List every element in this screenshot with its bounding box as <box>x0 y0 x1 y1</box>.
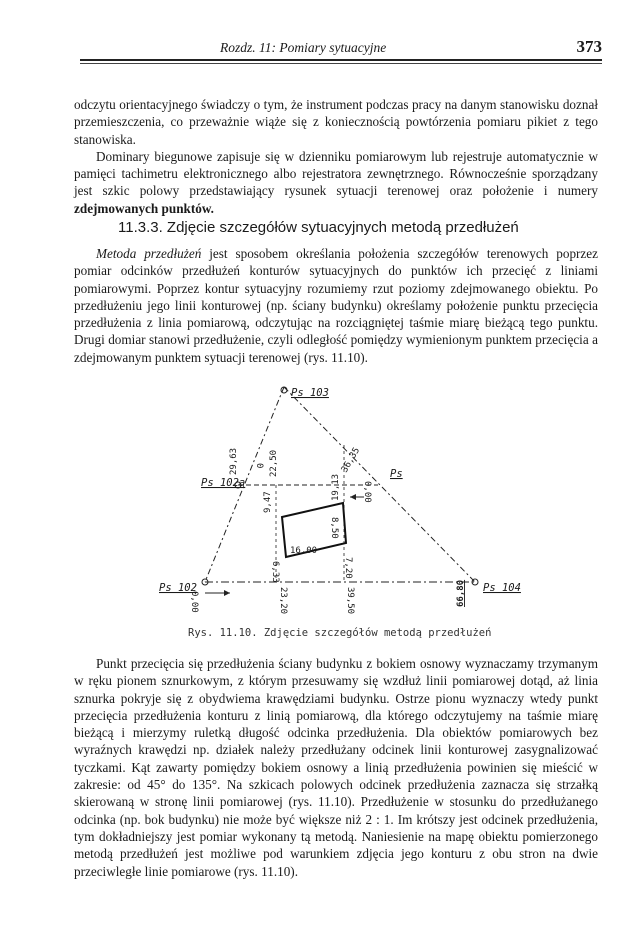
paragraph <box>74 245 598 366</box>
value-36-35: 36,35 <box>339 446 363 475</box>
paragraph <box>74 148 598 217</box>
paragraph-text: Dominary biegunowe zapisuje się w dzienniku pomiarowym lub rejestruje automatycznie w pamięci tachimetru elektronicznego albo rejestratora zewnętrznego. Równocześnie sporządzany jest szkic polowy przedstawiający rysunek sytuacji terenowej oraz położenie i numery <box>74 148 598 199</box>
paragraph: odczytu orientacyjnego świadczy o tym, że instrument podczas pracy na danym stanowisku doznał przemieszczenia, co przeważnie wiąże się z koniecznością powtórzenia pomiaru pikiet z tego stanowiska. <box>74 97 598 147</box>
header-rule <box>80 59 602 61</box>
paragraph: Punkt przecięcia się przedłużenia ściany budynku z bokiem osnowy wyznaczamy trzymanym w ręku pionem sznurkowym, z którym przesuwamy się wzdłuż linii pomiarowej dotąd, aż linia sznurka pokryje się z obydwiema krawędziami budynku. Ostrze pionu wyznaczy wtedy punkt przecięcia przedłużenia konturu z linią pomiarową, dla którego odczytujemy na taśmie miarę bieżącą i mierzymy ruletką długość odcinka przedłużenia. Dla obiektów pomiarowych bez wyraźnych krawędzi np. działek należy przedłużany odcinek linii konturowej zasygnalizować tyczkami. Kąt zawarty pomiędzy bokiem osnowy a linią przedłużenia powinien się mieścić w zakresie: od 45° do 135°. Na szkicach polowych odcinek przedłużenia zaznacza się strzałką skierowaną w stronę linii pomiarowej (rys. 11.10). Przedłużenie w stosunku do przedłużanego odcinka (np. bok budynku) nie może być większe niż 2 : 1. Im krótszy jest odcinek przedłużenia, tym dokładniejszy jest pomiar wykonany tą metodą. Naniesienie na mapę obiektu pomierzonego metodą przedłużeń jest możliwe pod warunkiem zdjęcia jego konturu z obu stron na dwie przeciwległe linie pomiarowe (rys. 11.10). <box>74 656 598 879</box>
value-19-13: 19,13 <box>331 473 341 501</box>
label-ps102a: Ps 102a <box>201 477 246 489</box>
intro-text <box>74 96 598 217</box>
label-ps102: Ps 102 <box>159 582 197 594</box>
paragraph-text: jest sposobem określania położenia szczegółów terenowych poprzez pomiar odcinków przedłużeń konturów sytuacyjnych do punktów ich przecięć z liniami pomiarowymi. Poprzez kontur sytuacyjny rozumiemy rzut poziomy zdejmowanego obiektu. Po przedłużeniu jego linii konturowej (np. ściany budynku) określamy położenie punktu przecięcia przedłużenia z linia pomiarową, odczytując na rozciągniętej taśmie miarę bieżącą tego punktu. Drugi domiar stanowi przedłużenie, czyli odległość pomiędzy wymienionym punktem przecięcia a zdejmowanym punktem sytuacji terenowej (rys. 11.10). <box>74 246 598 365</box>
running-header <box>80 37 602 59</box>
arrow-head <box>350 494 356 500</box>
method-term: Metoda przedłużeń <box>96 246 202 261</box>
arrow-head <box>224 590 230 596</box>
paragraph-text-bold: zdejmowanych punktów. <box>74 200 214 216</box>
section-heading: 11.3.3. Zdjęcie szczegółów sytuacyjnych metodą przedłużeń <box>118 219 519 236</box>
value-0-00-inner: 0,00 <box>362 481 372 503</box>
value-0: 0 <box>254 463 264 469</box>
page-number: 373 <box>576 37 602 56</box>
value-16-00: 16,00 <box>290 546 318 556</box>
value-9-47: 9,47 <box>263 491 273 513</box>
label-ps104: Ps 104 <box>483 582 521 594</box>
value-0-00-base: 0,00 <box>189 591 199 613</box>
value-29-63: 29,63 <box>229 447 239 475</box>
body-text <box>74 655 598 880</box>
value-22-50: 22,50 <box>269 449 279 477</box>
value-6-33: 6,33 <box>270 561 280 583</box>
value-7-20: 7,20 <box>343 557 353 579</box>
method-text <box>74 245 598 366</box>
label-ps: Ps <box>390 468 403 480</box>
figure-caption <box>188 627 508 639</box>
value-39-50: 39,50 <box>345 587 355 615</box>
label-ps103: Ps 103 <box>291 387 329 399</box>
caption-text: Rys. 11.10. Zdjęcie szczegółów metodą przedłużeń <box>188 627 492 639</box>
value-8-50: 8,50 <box>329 517 339 539</box>
header-rule-thin <box>80 63 602 64</box>
value-23-20: 23,20 <box>278 587 288 615</box>
figure-survey-sketch <box>150 385 550 625</box>
value-66-80: 66,80 <box>456 579 466 607</box>
chapter-title: Rozdz. 11: Pomiary sytuacyjne <box>220 40 387 55</box>
